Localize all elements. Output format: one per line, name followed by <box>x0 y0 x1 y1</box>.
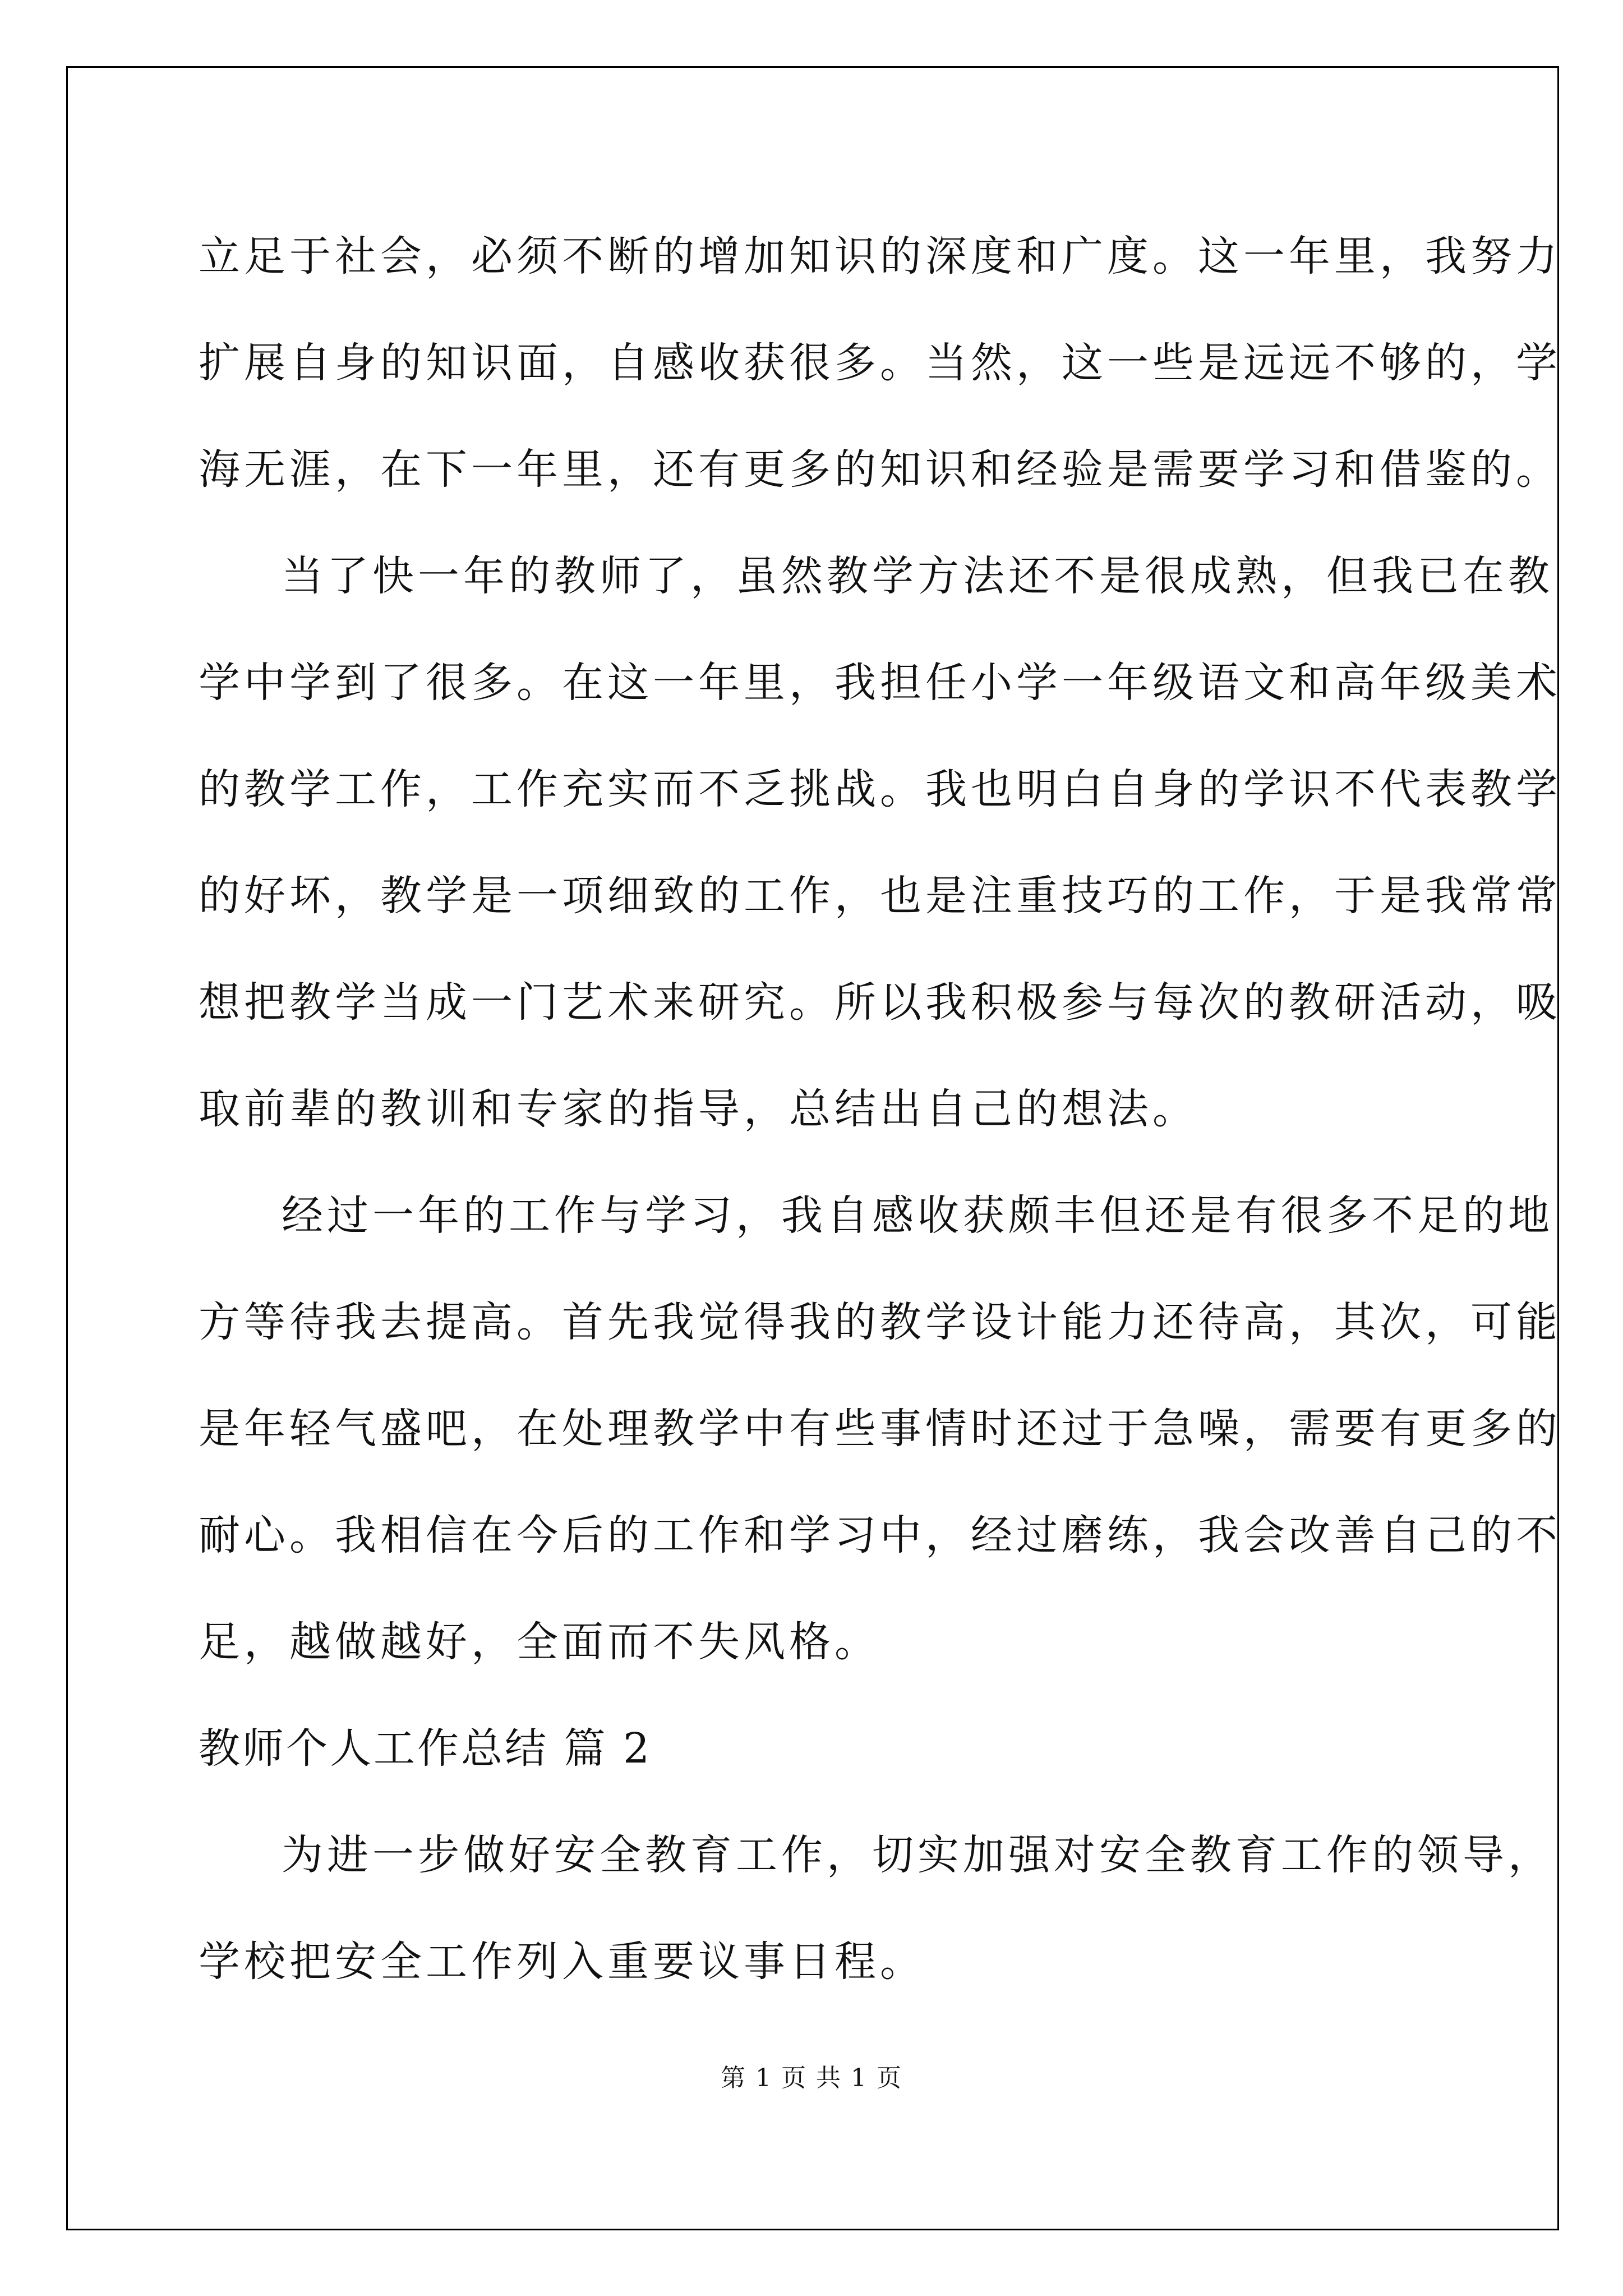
paragraph-1-line-1: 立足于社会，必须不断的增加知识的深度和广度。这一年里，我努力 <box>199 232 1561 280</box>
paragraph-3-line-4: 耐心。我相信在今后的工作和学习中，经过磨练，我会改善自己的不 <box>199 1511 1561 1559</box>
paragraph-2-line-3: 的教学工作，工作充实而不乏挑战。我也明白自身的学识不代表教学 <box>199 765 1561 813</box>
paragraph-4-line-2: 学校把安全工作列入重要议事日程。 <box>199 1938 925 1986</box>
paragraph-3-line-3: 是年轻气盛吧，在处理教学中有些事情时还过于急噪，需要有更多的 <box>199 1405 1561 1453</box>
paragraph-2-line-1: 当了快一年的教师了，虽然教学方法还不是很成熟，但我已在教 <box>282 552 1553 600</box>
page-border <box>66 66 1559 2230</box>
paragraph-4-line-1: 为进一步做好安全教育工作，切实加强对安全教育工作的领导， <box>282 1831 1553 1879</box>
section-heading: 教师个人工作总结 篇 2 <box>199 1724 652 1773</box>
paragraph-2-line-6: 取前辈的教训和专家的指导，总结出自己的想法。 <box>199 1085 1198 1133</box>
paragraph-2-line-4: 的好坏，教学是一项细致的工作，也是注重技巧的工作，于是我常常 <box>199 872 1561 920</box>
paragraph-2-line-2: 学中学到了很多。在这一年里，我担任小学一年级语文和高年级美术 <box>199 659 1561 707</box>
paragraph-2-line-5: 想把教学当成一门艺术来研究。所以我积极参与每次的教研活动，吸 <box>199 978 1561 1027</box>
page-number-footer: 第 1 页 共 1 页 <box>721 2064 902 2092</box>
paragraph-1-line-2: 扩展自身的知识面，自感收获很多。当然，这一些是远远不够的，学 <box>199 339 1561 387</box>
paragraph-1-line-3: 海无涯，在下一年里，还有更多的知识和经验是需要学习和借鉴的。 <box>199 445 1561 494</box>
paragraph-3-line-2: 方等待我去提高。首先我觉得我的教学设计能力还待高，其次，可能 <box>199 1298 1561 1346</box>
paragraph-3-line-1: 经过一年的工作与学习，我自感收获颇丰但还是有很多不足的地 <box>282 1191 1553 1240</box>
paragraph-3-line-5: 足，越做越好，全面而不失风格。 <box>199 1618 880 1666</box>
